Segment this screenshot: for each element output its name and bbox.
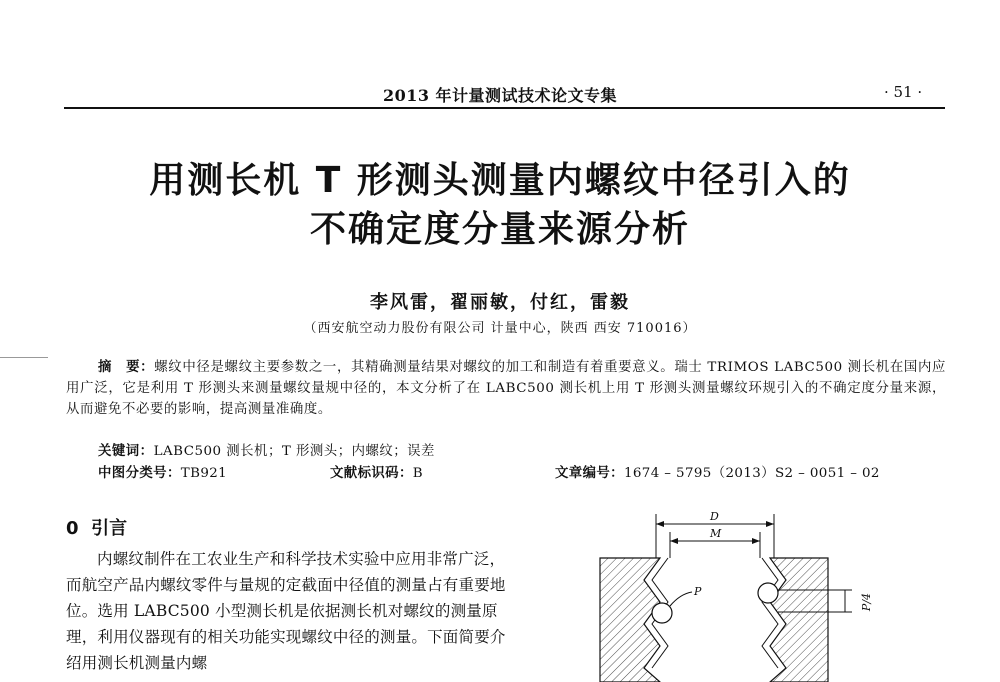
keywords-label: 关键词： xyxy=(98,444,154,459)
clc-number xyxy=(98,462,227,481)
clc-label: 中图分类号： xyxy=(98,466,181,481)
keywords xyxy=(98,440,435,459)
clc-value: TB921 xyxy=(180,466,228,481)
section-heading xyxy=(66,514,127,540)
label-P-leader xyxy=(670,592,692,606)
label-P4: P/4 xyxy=(860,592,873,612)
dimension-M-arrow-left xyxy=(670,538,678,544)
document-code xyxy=(330,462,423,481)
authors: 李风雷，翟丽敏，付红，雷毅 xyxy=(370,292,630,313)
abstract-label: 摘 要： xyxy=(98,360,155,375)
abstract xyxy=(66,357,946,420)
paper-title-line-1: 用测长机 T 形测头测量内螺纹中径引入的 xyxy=(149,160,851,201)
margin-mark xyxy=(0,357,48,358)
left-contact-ball xyxy=(652,603,672,623)
section-number: 0 xyxy=(66,518,79,539)
label-D: D xyxy=(710,510,719,523)
left-thread-body xyxy=(600,558,660,682)
abstract-text: 螺纹中径是螺纹主要参数之一，其精确测量结果对螺纹的加工和制造有着重要意义。瑞士 TRIMOS LABC500 测长机在国内应用广泛，它是利用 T 形测头来测量螺纹量规中径的，本文分析了在 LABC500 测长机上用 T 形测头测量螺纹环规引入的不确定度分量来源，从而避免不必要的影响，提高测量准确度。 xyxy=(66,360,946,417)
keywords-text: LABC500 测长机；T 形测头；内螺纹；误差 xyxy=(153,444,435,459)
page-number: · 51 · xyxy=(884,83,923,101)
paper-title-line-2: 不确定度分量来源分析 xyxy=(309,209,690,250)
intro-text: 内螺纹制件在工农业生产和科学技术实验中应用非常广泛，而航空产品内螺纹零件与量规的定截面中径值的测量占有重要地位。选用 LABC500 小型测长机是依据测长机对螺纹的测量原理，利用仪器现有的相关功能实现螺纹中径的测量。下面简要介绍用测长机测量内螺 xyxy=(66,550,506,672)
article-number xyxy=(555,462,880,481)
affiliation: （西安航空动力股份有限公司 计量中心，陕西 西安 710016） xyxy=(303,321,697,336)
dimension-D-arrow-right xyxy=(766,521,774,527)
doc-code-label: 文献标识码： xyxy=(330,466,413,481)
article-number-value: 1674 – 5795（2013）S2 – 0051 – 02 xyxy=(623,466,880,481)
doc-code-value: B xyxy=(412,466,423,481)
header-divider xyxy=(64,107,945,109)
journal-header-title: 2013 年计量测试技术论文专集 xyxy=(382,86,618,105)
label-P: P xyxy=(694,585,702,598)
dimension-D-arrow-left xyxy=(656,521,664,527)
label-M: M xyxy=(710,527,722,540)
dimension-M-arrow-right xyxy=(752,538,760,544)
thread-measurement-figure xyxy=(590,508,890,682)
intro-paragraph xyxy=(66,546,514,676)
section-title: 引言 xyxy=(91,518,128,539)
right-contact-ball xyxy=(758,583,778,603)
article-number-label: 文章编号： xyxy=(555,466,624,481)
right-thread-body xyxy=(770,558,828,682)
